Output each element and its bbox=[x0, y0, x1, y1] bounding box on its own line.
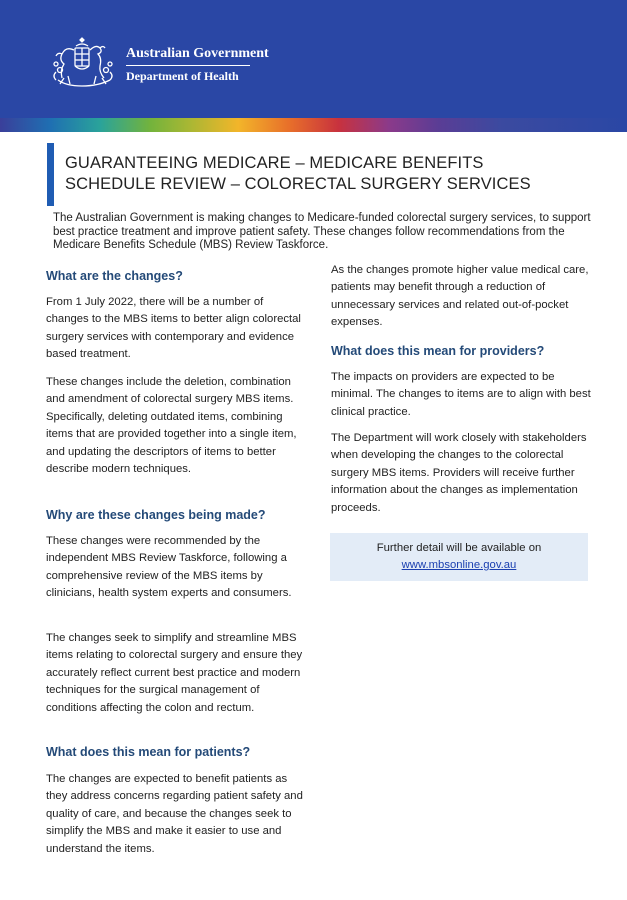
government-wordmark bbox=[126, 46, 269, 83]
paragraph-providers-2: The Department will work closely with stakeholders when developing the changes to the colorectal surgery MBS items. Providers will receive further information about the changes as implementation proceeds. bbox=[331, 432, 587, 514]
callout-text: Further detail will be available on bbox=[376, 542, 542, 554]
paragraph-patients-1: The changes are expected to benefit patients as they address concerns regarding patient safety and quality of care, and because the changes seek to simplify the MBS and make it easier to use and understand the items. bbox=[46, 773, 303, 855]
government-name: Australian Government bbox=[126, 46, 269, 61]
paragraph-patients-2: As the changes promote higher value medical care, patients may benefit through a reduction of unnecessary services and related out-of-pocket expenses. bbox=[331, 264, 589, 329]
title-line-2: SCHEDULE REVIEW – COLORECTAL SURGERY SERVICES bbox=[65, 175, 531, 193]
header-banner bbox=[0, 0, 627, 118]
paragraph-providers-1: The impacts on providers are expected to be minimal. The changes to items are to align with best clinical practice. bbox=[331, 371, 591, 418]
title-accent-bar bbox=[47, 143, 54, 206]
color-stripe bbox=[0, 118, 627, 132]
intro-paragraph: The Australian Government is making changes to Medicare-funded colorectal surgery services, to support best practice treatment and improve patient safety. These changes follow recommendations from the Medicare Benefits Schedule (MBS) Review Taskforce. bbox=[53, 212, 591, 251]
paragraph-why-2: The changes seek to simplify and streamline MBS items relating to colorectal surgery and ensure they accurately reflect current best practice and modern techniques for the surgical management of conditions affecting the colon and rectum. bbox=[46, 632, 303, 714]
mbs-online-link[interactable]: www.mbsonline.gov.au bbox=[401, 559, 517, 571]
paragraph-why-1: These changes were recommended by the independent MBS Review Taskforce, following a comprehensive review of the MBS items by clinicians, health system experts and consumers. bbox=[46, 535, 292, 600]
heading-why-changes: Why are these changes being made? bbox=[46, 508, 266, 522]
paragraph-changes-2: These changes include the deletion, combination and amendment of colorectal surgery MBS items. Specifically, deleting outdated items, combining items that are provided together into a single item, and updating the descriptors of items to better describe modern techniques. bbox=[46, 376, 297, 476]
wordmark-divider bbox=[126, 65, 250, 66]
heading-providers: What does this mean for providers? bbox=[331, 344, 545, 358]
title-line-1: GUARANTEEING MEDICARE – MEDICARE BENEFITS bbox=[65, 154, 484, 172]
coat-of-arms-icon bbox=[50, 36, 118, 88]
paragraph-changes-1: From 1 July 2022, there will be a number of changes to the MBS items to better align colorectal surgery services with contemporary and evidence based treatment. bbox=[46, 296, 301, 361]
heading-patients: What does this mean for patients? bbox=[46, 745, 251, 759]
department-name: Department of Health bbox=[126, 69, 239, 83]
page-title bbox=[65, 153, 585, 195]
further-detail-callout bbox=[330, 533, 588, 581]
heading-what-are-changes: What are the changes? bbox=[46, 269, 183, 283]
